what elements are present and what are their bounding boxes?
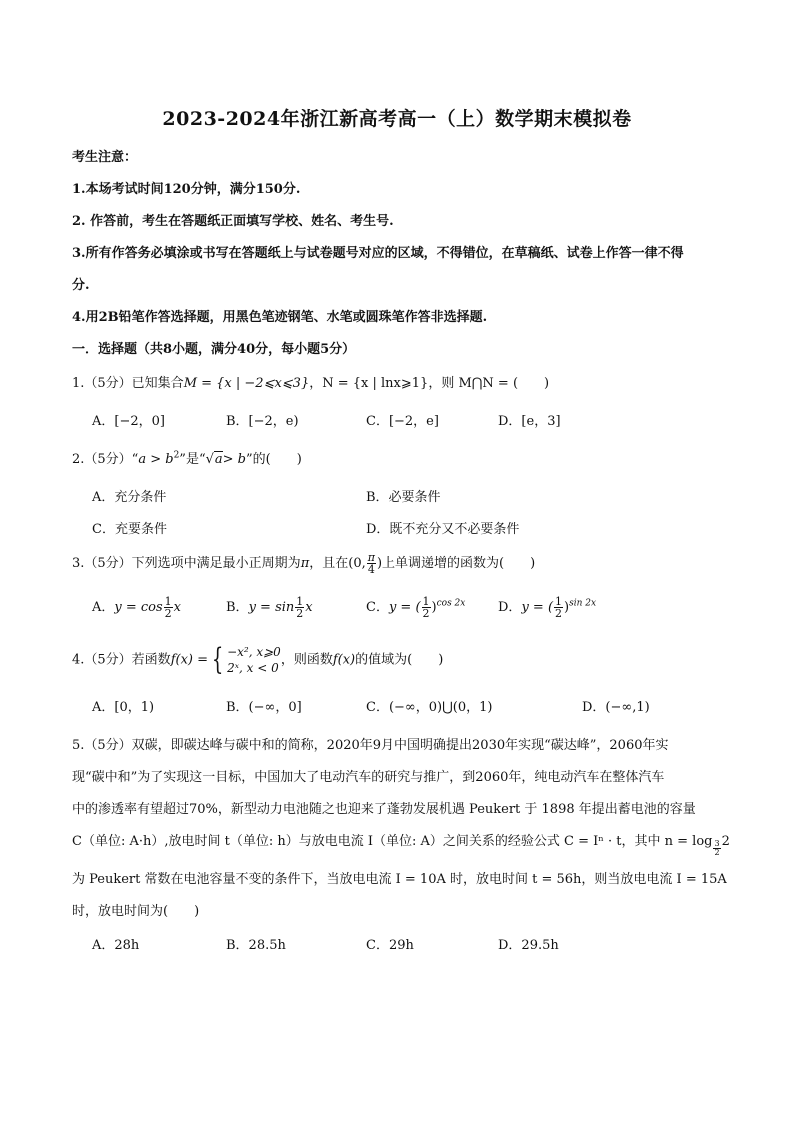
q3-text-a: 3.（5分）下列选项中满足最小正周期为 (72, 556, 301, 571)
q5-line-2: 现“碳中和”为了实现这一目标，中国加大了电动汽车的研究与推广，到2060年，纯电动汽车在整体汽车 (72, 770, 665, 785)
notice-heading: 考生注意： (72, 150, 138, 165)
q3-text-b: ，且在 (309, 556, 349, 571)
notice-item-3: 3.所有作答务必填涂或书写在答题纸上与试卷题号对应的区域，不得错位，在草稿纸、试卷上作答一律不得 (72, 246, 684, 261)
q1-option-b: B．[−2，e) (226, 414, 299, 429)
q5-line-4: C（单位: A·h）,放电时间 t（单位: h）与放电电流 I（单位: A）之间关系的经验公式 C = Iⁿ · t，其中 n = log $\frac{3}{2}$ 2 (72, 834, 730, 857)
q2-option-d: D．既不充分又不必要条件 (366, 522, 520, 537)
q3-option-d: D．y = ( $\frac{1}{2}$ )$^{sin 2x}$ (498, 595, 597, 620)
q2-text-a: 2.（5分）“ (72, 452, 139, 467)
q5-line-6: 时，放电时间为( ) (72, 904, 200, 919)
notice-item-3-cont: 分. (72, 278, 90, 293)
q1-option-a: A．[−2，0] (92, 414, 165, 429)
notice-item-4: 4.用2B铅笔作答选择题，用黑色笔迹钢笔、水笔或圆珠笔作答非选择题. (72, 310, 488, 325)
q4-option-d: D．(−∞,1) (582, 700, 650, 715)
q3-option-a: A．y = cos $\frac{1}{2}$ x (92, 595, 182, 620)
q4-option-a: A．[0，1) (92, 700, 155, 715)
q1-set-n: ，N = {x | lnx⩾1} (309, 376, 429, 391)
notice-item-1: 1.本场考试时间120分钟，满分150分. (72, 182, 301, 197)
q5-log-base-den: 2 (714, 848, 720, 857)
q2-text-b: ”的( ) (246, 452, 302, 467)
q3-option-c: C．y = ( $\frac{1}{2}$ )$^{cos 2x}$ (366, 595, 466, 620)
q5-line-1: 5.（5分）双碳，即碳达峰与碳中和的简称，2020年9月中国明确提出2030年实现“碳达峰”，2060年实 (72, 738, 669, 753)
notice-item-2: 2. 作答前，考生在答题纸正面填写学校、姓名、考生号. (72, 214, 394, 229)
q3-pi: π (300, 556, 310, 571)
q2-option-a: A．充分条件 (92, 490, 167, 505)
q5-option-d: D．29.5h (498, 938, 559, 953)
q5-option-c: C．29h (366, 938, 414, 953)
question-2-stem: 2.（5分）“a > $b^2$”是“√a> b”的( ) (72, 450, 302, 467)
q1-option-c: C．[−2，e] (366, 414, 439, 429)
q1-set-m: M = {x | −2⩽x⩽3} (183, 376, 310, 391)
exam-title: 2023-2024年浙江新高考高一（上）数学期末模拟卷 (162, 108, 632, 130)
q3-option-b: B．y = sin $\frac{1}{2}$ x (226, 595, 313, 620)
q2-cond-2: > b (222, 452, 247, 467)
q4-case-2: 2ˣ, x < 0 (227, 661, 279, 675)
q4-text-c: 的值域为( ) (355, 652, 444, 668)
q1-text-a: 1.（5分）已知集合 (72, 376, 184, 391)
q2-option-c: C．充要条件 (92, 522, 167, 537)
q4-f: f(x) = (170, 652, 208, 668)
q5-log-base-num: 3 (714, 839, 720, 848)
question-4-stem: 4.（5分）若函数f(x) = { −x², x⩾0 2ˣ, x < 0 ，则函数f(x)的值域为( ) (72, 642, 444, 677)
q5-log-arg: 2 (721, 834, 730, 849)
q2-option-b: B．必要条件 (366, 490, 441, 505)
q4-text-a: 4.（5分）若函数 (72, 652, 171, 668)
question-1-stem (72, 372, 549, 391)
q4-fx: f(x) (332, 652, 356, 668)
q5-option-b: B．28.5h (226, 938, 286, 953)
q4-option-b: B．(−∞，0] (226, 700, 302, 715)
q1-option-d: D．[e，3] (498, 414, 561, 429)
q1-text-b: ，则 M⋂N = ( ) (428, 376, 550, 391)
q4-text-b: ，则函数 (280, 652, 333, 668)
q5-line-5: 为 Peukert 常数在电池容量不变的条件下，当放电电流 I = 10A 时，放电时间 t = 56h，则当放电电流 I = 15A (72, 872, 727, 887)
question-3-stem: 3.（5分）下列选项中满足最小正周期为π，且在(0, $\frac{\pi}{4}$ )上单调递增的函数为( ) (72, 551, 536, 576)
q4-case-1: −x², x⩾0 (227, 645, 281, 659)
q5-line-3: 中的渗透率有望超过70%，新型动力电池随之也迎来了蓬勃发展机遇 Peukert 于 1898 年提出蓄电池的容量 (72, 802, 696, 817)
section-heading: 一．选择题（共8小题，满分40分，每小题5分） (72, 342, 356, 357)
q4-option-c: C．(−∞，0)⋃(0，1) (366, 700, 493, 715)
q3-text-c: 上单调递增的函数为( ) (382, 556, 536, 571)
q2-text-mid: ”是“ (179, 452, 206, 467)
q5-option-a: A．28h (92, 938, 140, 953)
q2-cond-1: a > b (138, 452, 174, 467)
